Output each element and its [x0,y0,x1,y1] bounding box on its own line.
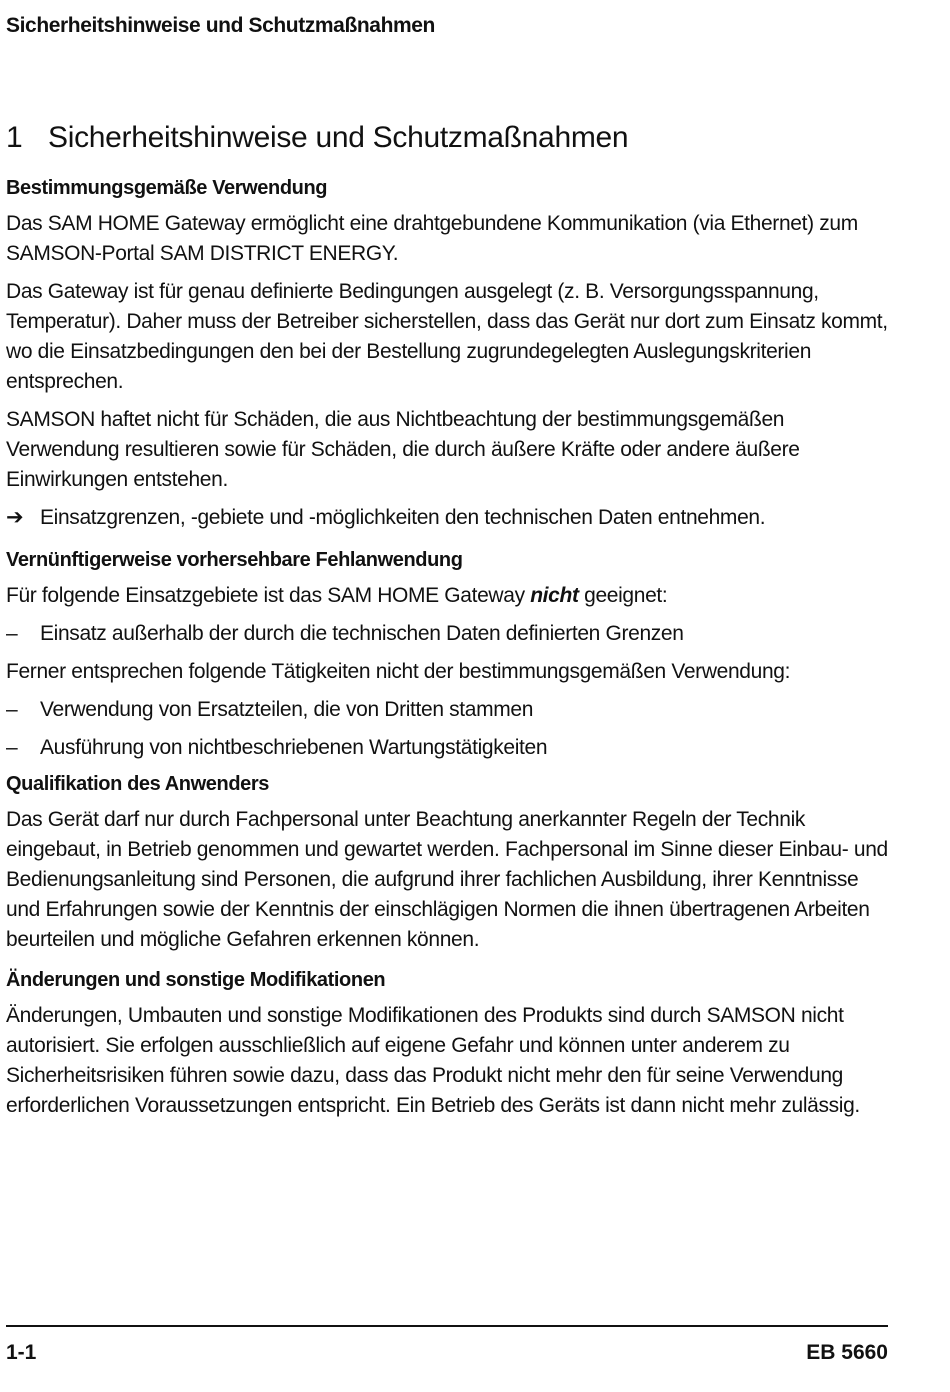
instruction-item [6,503,890,533]
chapter-title-text: Sicherheitshinweise und Schutzmaßnahmen [48,121,629,154]
section-heading-modifications: Änderungen und sonstige Modifikationen [6,969,386,991]
paragraph: Das Gateway ist für genau definierte Bedingungen ausgelegt (z. B. Versorgungsspannung, Temperatur). Daher muss der Betreiber sicherstellen, dass das Gerät nur dort zum Einsatz kommt, wo die Einsatzbedingungen den bei der Bestellung zugrundegelegten Auslegungskriterien entsprechen. [6,280,888,393]
paragraph [6,581,890,611]
list-item [6,733,890,763]
chapter-title [6,121,890,155]
footer-divider [6,1325,888,1327]
paragraph: Das Gerät darf nur durch Fachpersonal unter Beachtung anerkannter Regeln der Technik eingebaut, in Betrieb genommen und gewartet werden. Fachpersonal im Sinne dieser Einbau- und Bedienungsanleitung sind Personen, die aufgrund ihrer fachlichen Ausbildung, ihrer Kenntnisse und Erfahrungen sowie der Kenntnis der einschlägigen Normen die ihnen übertragenen Arbeiten beurteilen und mögliche Gefahren erkennen können. [6,808,888,951]
section-misuse [6,547,890,763]
paragraph: Ferner entsprechen folgende Tätigkeiten nicht der bestimmungsgemäßen Verwendung: [6,660,791,683]
dash-bullet: – [6,698,18,721]
list-item-text: Verwendung von Ersatzteilen, die von Dritten stammen [40,698,534,721]
list-item [6,619,890,649]
instruction-text: Einsatzgrenzen, -gebiete und -möglichkeiten den technischen Daten entnehmen. [40,506,766,529]
dash-bullet: – [6,736,18,759]
chapter-number: 1 [6,121,23,154]
document-id: EB 5660 [806,1341,888,1364]
emphasis-text: nicht [530,584,579,607]
dash-bullet: – [6,622,18,645]
paragraph: Änderungen, Umbauten und sonstige Modifikationen des Produkts sind durch SAMSON nicht autorisiert. Sie erfolgen ausschließlich auf eigene Gefahr und können unter anderem zu Sicherheitsrisiken führen sowie dazu, dass das Produkt nicht mehr den für seine Verwendung erforderlichen Voraussetzungen entspricht. Ein Betrieb des Geräts ist dann nicht mehr zulässig. [6,1004,860,1117]
list-item-text: Einsatz außerhalb der durch die technischen Daten definierten Grenzen [40,622,684,645]
section-qualification [6,771,890,955]
running-header: Sicherheitshinweise und Schutzmaßnahmen [6,14,435,37]
page-content [6,121,890,1129]
list-item-text: Ausführung von nichtbeschriebenen Wartungstätigkeiten [40,736,548,759]
paragraph-text: Für folgende Einsatzgebiete ist das SAM HOME Gateway [6,584,531,607]
paragraph: SAMSON haftet nicht für Schäden, die aus Nichtbeachtung der bestimmungsgemäßen Verwendung resultieren sowie für Schäden, die durch äußere Kräfte oder andere äußere Einwirkungen entstehen. [6,408,800,491]
paragraph: Das SAM HOME Gateway ermöglicht eine drahtgebundene Kommunikation (via Ethernet) zum SAMSON-Portal SAM DISTRICT ENERGY. [6,212,858,265]
section-intended-use [6,175,890,533]
section-modifications [6,967,890,1121]
arrow-icon: ➔ [6,506,24,529]
page-number: 1-1 [6,1341,37,1364]
section-heading-misuse: Vernünftigerweise vorhersehbare Fehlanwendung [6,549,463,571]
section-heading-intended-use: Bestimmungsgemäße Verwendung [6,177,328,199]
paragraph-text: geeignet: [578,584,668,607]
list-item [6,695,890,725]
section-heading-qualification: Qualifikation des Anwenders [6,773,269,795]
